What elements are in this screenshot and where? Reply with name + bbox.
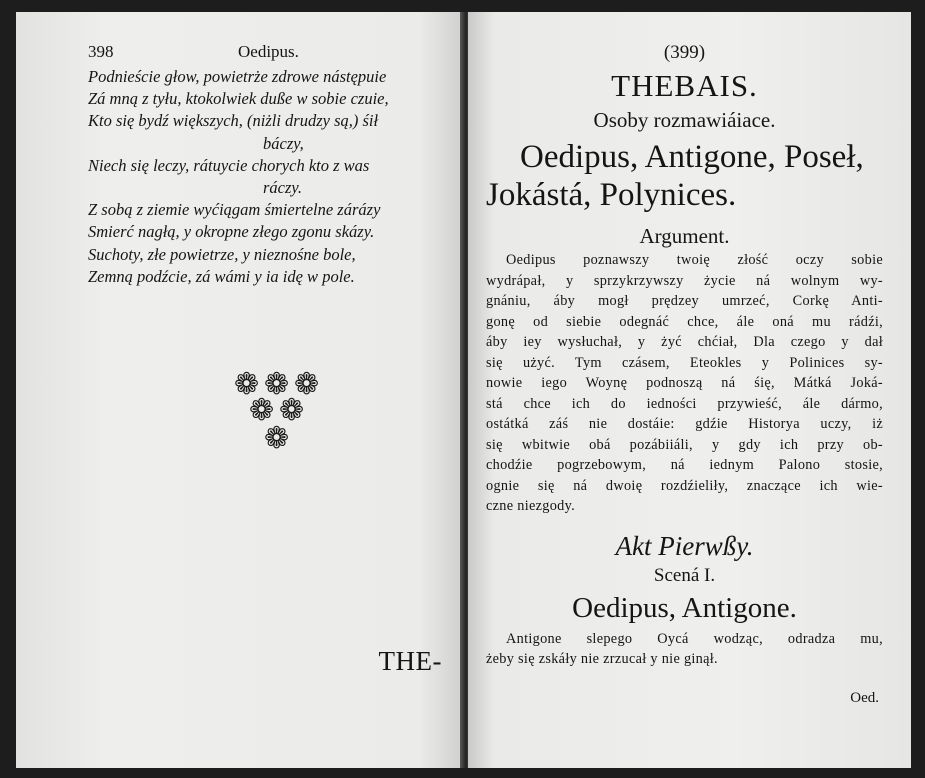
scene-description xyxy=(486,629,883,669)
persons-line: Oedipus, Antigone, Poseł, xyxy=(520,139,864,175)
act-heading: Akt Pierwßy. xyxy=(615,530,754,561)
argument-line: się użyć. Tym czásem, Eteokles y Polinices sy- xyxy=(486,354,883,371)
verse-line: Zemną podźcie, zá wámi y ia idę w pole. xyxy=(88,266,355,286)
scene-description-line: żeby się zskáły nie zrzucał y nie ginął. xyxy=(486,650,718,667)
argument-line: stá chce ich do iedności przywieść, ále dármo, xyxy=(486,395,883,412)
left-page-number: 398 xyxy=(88,42,114,61)
verse-line: Niech się leczy, rátuycie chorych kto z was xyxy=(88,155,370,175)
verse-block xyxy=(88,66,446,288)
flower-ornament xyxy=(234,367,334,470)
right-catchword: Oed. xyxy=(850,690,879,706)
verse-line: Zá mną z tyłu, ktokolwiek duße w sobie czuie, xyxy=(88,89,389,109)
verse-line: Podnieście głow, powietrże zdrowe nástępuie xyxy=(88,67,387,86)
argument-line: chodźie pogrzebowym, ná iednym Palono stosie, xyxy=(486,457,883,473)
verse-line: Kto się bydź większych, (niżli drudzy są,) śił xyxy=(88,111,379,131)
argument-line: ognie się ná dwoię rozdźieliły, znaczące ich wie- xyxy=(486,477,883,494)
argument-line: gonę od siebie odegnáć chce, ále oná mu rádźi, xyxy=(486,313,883,330)
persons-line: Jokástá, Polynices. xyxy=(486,177,737,213)
argument-line: gnániu, áby mogł prędzey umrzeć, Corkę Anti- xyxy=(486,293,883,309)
argument-line: się wbitwie obá pozábiiáli, y gdy ich przy ob- xyxy=(486,436,883,453)
argument-line: nowie iego Woynę podnoszą ná śię, Mátká Joká- xyxy=(486,375,883,391)
argument-line: wydrápał, y sprzykrzywszy życie ná wolnym wy- xyxy=(486,272,883,289)
scene-persons: Oedipus, Antigone. xyxy=(572,591,797,624)
left-catchword: THE- xyxy=(378,646,442,676)
left-running-header xyxy=(88,42,446,62)
argument-line: czne niezgody. xyxy=(486,498,576,514)
left-page xyxy=(16,12,464,768)
flower-icon: ❁ xyxy=(279,393,305,428)
scene-description-line: Antigone slepego Oycá wodząc, odradza mu, xyxy=(506,630,883,647)
right-page-number: (399) xyxy=(663,42,706,63)
argument-text xyxy=(486,250,883,517)
left-running-head: Oedipus. xyxy=(238,42,299,61)
verse-line: Z sobą z ziemie wyćiągam śmiertelne zárázy xyxy=(88,200,381,220)
flower-icon: ❁ xyxy=(264,367,290,402)
verse-line: Suchoty, złe powietrze, y nieznośne bole, xyxy=(88,244,356,264)
scene-heading: Scená I. xyxy=(653,564,716,586)
verse-line: Smierć nagłą, y okropne złego zgonu skázy. xyxy=(88,222,375,242)
argument-line: Oedipus poznawszy twoię złość oczy sobie xyxy=(506,252,883,268)
play-title: THEBAIS. xyxy=(611,68,758,103)
flower-icon: ❁ xyxy=(249,393,275,428)
flower-icon: ❁ xyxy=(294,367,320,402)
persons-heading: Osoby rozmawiáiace. xyxy=(593,108,776,132)
argument-line: áby iey wysłuchał, y żyć chćiał, Dla czego y dał xyxy=(486,334,883,350)
right-page xyxy=(468,12,911,768)
verse-line: báczy, xyxy=(263,133,304,153)
argument-heading: Argument. xyxy=(639,224,730,248)
argument-line: ostátká záś nie dostáie: gdźie Historya uczy, iż xyxy=(486,416,883,432)
flower-icon: ❁ xyxy=(234,367,260,402)
verse-line: ráczy. xyxy=(263,178,302,198)
flower-icon: ❁ xyxy=(264,421,290,456)
persons-list xyxy=(486,138,883,214)
